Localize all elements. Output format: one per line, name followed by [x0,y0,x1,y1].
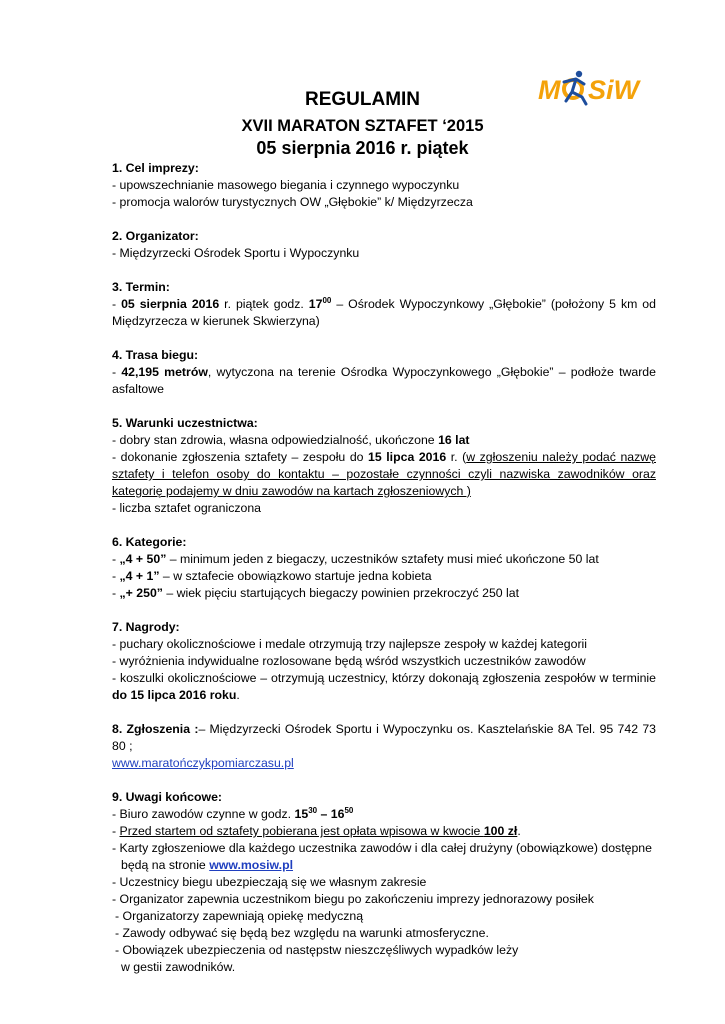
text: - Biuro zawodów czynne w godz. [112,807,295,821]
text: - dobry stan zdrowia, własna odpowiedzialność, ukończone [112,433,439,447]
text: – Ośrodek Wypoczynkowy „Głębokie” (położony 5 km od Międzyrzecza w kierunek Skwierzyna) [112,297,656,328]
section-9-line [112,857,656,874]
event-name: XVII MARATON SZTAFET ‘2015 [241,117,484,135]
svg-text:M: M [538,75,561,105]
category-desc: – wiek pięciu startujących biegaczy powinien przekroczyć 250 lat [162,586,520,600]
category-item [112,551,656,568]
svg-text:SiW: SiW [588,75,639,105]
dash: - [112,824,120,838]
section-9-line [112,823,656,840]
section-5-line [112,432,656,449]
section-3-heading: 3. Termin: [112,280,170,294]
section-8-link-line [112,755,656,772]
text: . [517,824,521,838]
timing-website-link[interactable]: www.maratończykpomiarczasu.pl [112,756,294,770]
section-7-line: - puchary okolicznościowe i medale otrzymują trzy najlepsze zespoły w każdej kategorii [112,637,588,651]
section-9-line: - Organizatorzy zapewniają opiekę medyczną [115,909,364,923]
section-1-line: - promocja walorów turystycznych OW „Głębokie” k/ Międzyrzecza [112,195,473,209]
category-desc: – minimum jeden z biegaczy, uczestników sztafety musi mieć ukończone 50 lat [166,552,599,566]
section-9-heading: 9. Uwagi końcowe: [112,790,223,804]
section-3-text [112,296,656,330]
section-9-line: - Zawody odbywać się będą bez względu na warunki atmosferyczne. [115,926,489,940]
section-9-line: - Karty zgłoszeniowe dla każdego uczestnika zawodów i dla całej drużyny (obowiązkowe) dostępne [112,841,652,855]
section-8-heading: 8. Zgłoszenia : [112,722,199,736]
registration-deadline: 15 lipca 2016 [368,450,447,464]
entry-fee: 100 zł [483,824,518,838]
entry-fee-note: Przed startem od sztafety pobierana jest opłata wpisowa w kwocie [119,824,484,838]
dash: - [112,569,120,583]
mosiw-website-link[interactable]: www.mosiw.pl [209,858,294,872]
section-9-line: w gestii zawodników. [121,960,236,974]
category-item [112,585,656,602]
section-4-text [112,364,656,398]
category-name: „4 + 1” [119,569,160,583]
event-date-bold: 05 sierpnia 2016 [121,297,220,311]
section-7-line: - wyróżnienia indywidualne rozlosowane będą wśród wszystkich uczestników zawodów [112,654,586,668]
distance: 42,195 metrów [121,365,208,379]
section-7-heading: 7. Nagrody: [112,620,180,634]
age-limit: 16 lat [438,433,470,447]
section-5-line [112,449,656,500]
section-1-heading: 1. Cel imprezy: [112,161,199,175]
section-9-line: - Uczestnicy biegu ubezpieczają się we własnym zakresie [112,875,427,889]
category-desc: – w sztafecie obowiązkowo startuje jedna kobieta [159,569,432,583]
section-9-line: - Organizator zapewnia uczestnikom biegu po zakończeniu imprezy jednorazowy posiłek [112,892,594,906]
dash: - [112,365,122,379]
section-2-line: - Międzyrzecki Ośrodek Sportu i Wypoczynku [112,246,360,260]
section-7-line [112,670,656,704]
office-close-minute: 50 [344,806,354,815]
regulations-body [112,160,656,976]
organizer-contact: – Międzyrzecki Ośrodek Sportu i Wypoczynku os. Kasztelańskie 8A Tel. 95 742 73 80 ; [112,722,656,753]
text: - dokonanie zgłoszenia sztafety – zespołu do [112,450,369,464]
section-9-line [112,806,656,823]
text: - koszulki okolicznościowe – otrzymują uczestnicy, którzy dokonają zgłoszenia zespołów w terminie [112,671,656,685]
section-5-line: - liczba sztafet ograniczona [112,501,262,515]
registration-note: w zgłoszeniu należy podać nazwę sztafety i telefon osoby do kontaktu – pozostałe czynności czyli nazwiska zawodników oraz kategorię podajemy w dniu zawodów na kartach zgłoszeniowych ) [112,450,656,498]
section-6-heading: 6. Kategorie: [112,535,187,549]
dash: - [112,586,120,600]
event-date: 05 sierpnia 2016 r. piątek [256,138,469,158]
text: , wytyczona na terenie Ośrodka Wypoczynkowego „Głębokie” – podłoże twarde asfaltowe [112,365,656,396]
text: r. ( [446,450,467,464]
text: . [236,688,240,702]
category-item [112,568,656,585]
category-name: „4 + 50” [119,552,167,566]
category-name: „+ 250” [119,586,163,600]
text: r. piątek godz. [219,297,309,311]
section-9-line: - Obowiązek ubezpieczenia od następstw nieszczęśliwych wypadków leży [115,943,519,957]
section-5-heading: 5. Warunki uczestnictwa: [112,416,258,430]
office-open-hour: 15 [294,807,309,821]
start-minute: 00 [322,296,332,305]
office-close-hour: 16 [330,807,345,821]
dash: - [112,552,120,566]
section-4-heading: 4. Trasa biegu: [112,348,199,362]
start-hour: 17 [308,297,323,311]
shirt-deadline: do 15 lipca 2016 roku [112,688,237,702]
office-open-minute: 30 [308,806,318,815]
section-8-text [112,721,656,755]
text: będą na stronie [121,858,210,872]
dash: - [112,297,122,311]
section-1-line: - upowszechnianie masowego biegania i czynnego wypoczynku [112,178,460,192]
document-title: REGULAMIN [304,89,421,110]
section-2-heading: 2. Organizator: [112,229,199,243]
text: – [317,807,331,821]
